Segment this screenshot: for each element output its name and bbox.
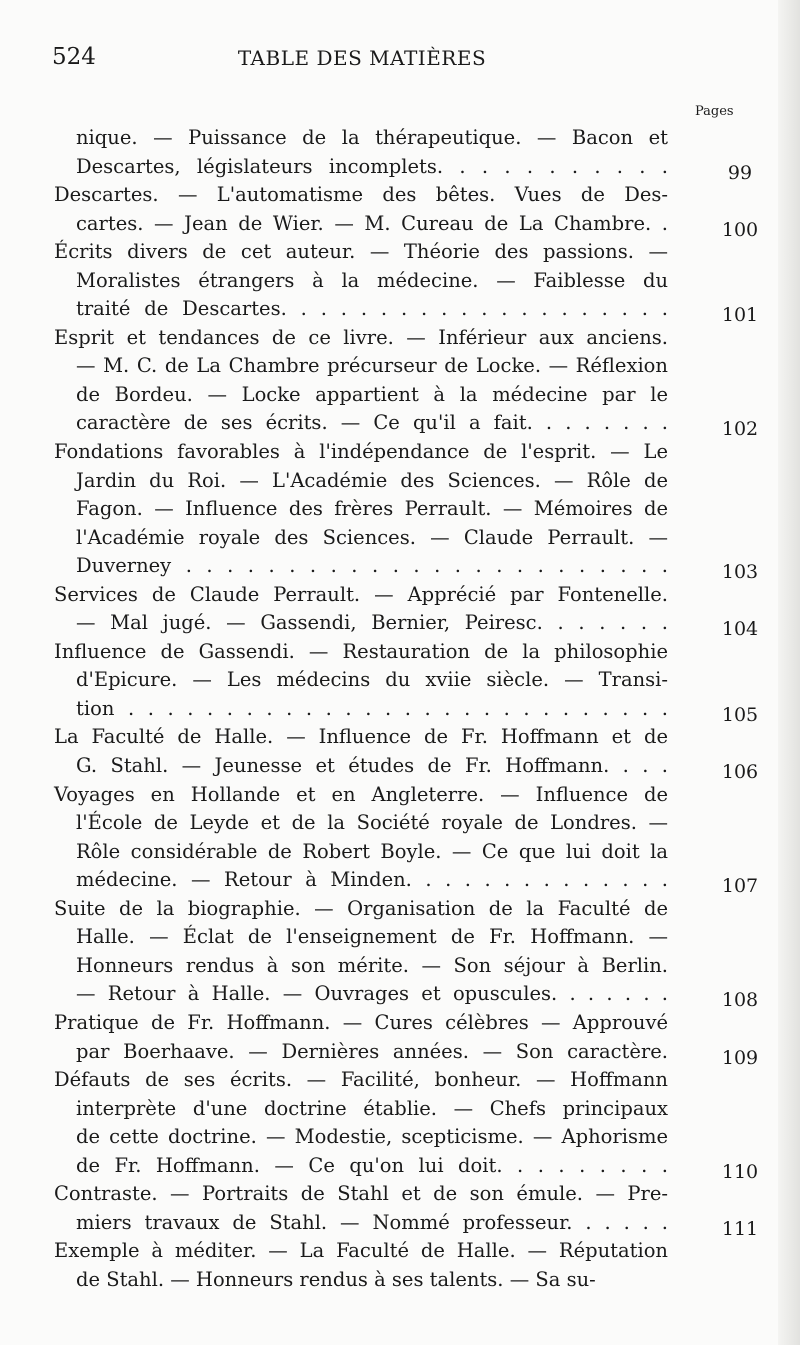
toc-line-text: par Boerhaave. — Dernières années. — Son caractère. (76, 1039, 668, 1063)
toc-line-text: Fagon. — Influence des frères Perrault. — Mémoires de (76, 497, 668, 521)
toc-line (0, 467, 800, 496)
toc-line (0, 238, 800, 267)
toc-line-text: traité de Descartes. . . . . . . . . . . . . . . . . . . . (76, 297, 668, 321)
toc-page-number: 106 (721, 761, 759, 784)
toc-line-text: La Faculté de Halle. — Influence de Fr. Hoffmann et de (54, 725, 668, 749)
toc-line-text: de Bordeu. — Locke appartient à la médecine par le (76, 382, 668, 406)
toc-line (0, 781, 800, 810)
toc-line (0, 1152, 800, 1181)
table-of-contents (0, 124, 800, 1294)
toc-line (0, 581, 800, 610)
toc-line (0, 124, 800, 153)
toc-line-text: Duverney . . . . . . . . . . . . . . . . . . . . . . . . (76, 554, 668, 578)
page-number: 524 (52, 44, 96, 70)
toc-line (0, 1009, 800, 1038)
toc-line-text: Halle. — Éclat de l'enseignement de Fr. Hoffmann. — (76, 925, 668, 949)
toc-page-number: 101 (721, 304, 759, 327)
toc-line (0, 809, 800, 838)
toc-line-text: Voyages en Hollande et en Angleterre. — Influence de (54, 782, 668, 806)
toc-line-text: Moralistes étrangers à la médecine. — Faiblesse du (76, 268, 668, 292)
toc-page-number: 105 (721, 703, 759, 726)
toc-line-text: l'École de Leyde et de la Société royale de Londres. — (76, 811, 668, 835)
toc-line (0, 980, 800, 1012)
toc-line-text: Esprit et tendances de ce livre. — Inférieur aux anciens. (54, 325, 668, 349)
toc-page-number: 104 (721, 618, 759, 641)
toc-line-text: de Stahl. — Honneurs rendus à ses talents. — Sa su- (76, 1267, 596, 1291)
toc-line (0, 638, 800, 667)
toc-line (0, 866, 800, 898)
toc-line (0, 1038, 800, 1067)
toc-line-text: Exemple à méditer. — La Faculté de Halle. — Réputation (54, 1239, 668, 1263)
toc-line-text: G. Stahl. — Jeunesse et études de Fr. Hoffmann. . . . (76, 754, 668, 778)
toc-line (0, 1209, 800, 1238)
toc-line-text: — M. C. de La Chambre précurseur de Locke. — Réflexion (76, 354, 668, 378)
toc-line-text: d'Epicure. — Les médecins du xviie siècle. — Transi- (76, 668, 668, 692)
toc-line (0, 181, 800, 210)
toc-line-text: tion . . . . . . . . . . . . . . . . . . . . . . . . . . . . (76, 696, 668, 720)
toc-line (0, 838, 800, 867)
toc-line-text: Jardin du Roi. — L'Académie des Sciences. — Rôle de (76, 468, 668, 492)
toc-line-text: Défauts de ses écrits. — Facilité, bonheur. — Hoffmann (54, 1068, 668, 1092)
toc-line (0, 1066, 800, 1095)
toc-line-text: interprète d'une doctrine établie. — Chefs principaux (76, 1096, 668, 1120)
toc-line-text: cartes. — Jean de Wier. — M. Cureau de La Chambre. . (76, 211, 668, 235)
toc-page-number: 111 (721, 1217, 759, 1240)
toc-line-text: médecine. — Retour à Minden. . . . . . . . . . . . . . (76, 868, 668, 892)
toc-line-text: Services de Claude Perrault. — Apprécié par Fontenelle. (54, 582, 668, 606)
toc-line (0, 666, 800, 695)
toc-line-text: Écrits divers de cet auteur. — Théorie des passions. — (54, 240, 668, 264)
toc-line-text: caractère de ses écrits. — Ce qu'il a fait. . . . . . . . (76, 411, 668, 435)
toc-page-number: 102 (721, 418, 759, 441)
toc-page-number: 100 (721, 218, 759, 241)
toc-line-text: miers travaux de Stahl. — Nommé professeur. . . . . . (76, 1210, 668, 1234)
toc-line-text: de Fr. Hoffmann. — Ce qu'on lui doit. . . . . . . . . (76, 1153, 668, 1177)
toc-line (0, 267, 800, 296)
toc-line (0, 723, 800, 752)
toc-line-text: de cette doctrine. — Modestie, scepticisme. — Aphorisme (76, 1125, 668, 1149)
toc-line (0, 495, 800, 524)
toc-page-number: 109 (721, 1046, 759, 1069)
toc-line-text: — Mal jugé. — Gassendi, Bernier, Peiresc. . . . . . . (76, 611, 668, 635)
toc-line (0, 552, 800, 584)
pages-column-label: Pages (695, 104, 734, 119)
toc-line (0, 153, 800, 182)
toc-line-text: Suite de la biographie. — Organisation de la Faculté de (54, 896, 668, 920)
toc-line-text: Influence de Gassendi. — Restauration de la philosophie (54, 639, 668, 663)
toc-line (0, 1095, 800, 1124)
toc-line (0, 952, 800, 981)
page-header (52, 44, 672, 76)
toc-page-number: 103 (721, 561, 759, 584)
toc-line (0, 695, 800, 724)
toc-line-text: Fondations favorables à l'indépendance de l'esprit. — Le (54, 440, 668, 464)
toc-line (0, 409, 800, 441)
toc-line (0, 1237, 800, 1266)
running-title: TABLE DES MATIÈRES (237, 46, 487, 70)
toc-line-text: Descartes. — L'automatisme des bêtes. Vues de Des- (54, 183, 668, 207)
toc-line (0, 923, 800, 952)
toc-line (0, 324, 800, 353)
toc-line (0, 1266, 800, 1295)
toc-line-text: Honneurs rendus à son mérite. — Son séjour à Berlin. (76, 953, 668, 977)
toc-line-text: Descartes, législateurs incomplets. . . . . . . . . . . (76, 154, 668, 178)
toc-line (0, 381, 800, 410)
toc-page-number: 110 (721, 1160, 759, 1183)
toc-line (0, 438, 800, 467)
toc-line-text: nique. — Puissance de la thérapeutique. — Bacon et (76, 126, 668, 149)
toc-line-text: — Retour à Halle. — Ouvrages et opuscules. . . . . . . (76, 982, 668, 1006)
toc-line (0, 1123, 800, 1152)
toc-line (0, 609, 800, 641)
toc-page-number: 107 (721, 875, 759, 898)
toc-line-text: Pratique de Fr. Hoffmann. — Cures célèbres — Approuvé (54, 1010, 668, 1034)
toc-line-text: Rôle considérable de Robert Boyle. — Ce que lui doit la (76, 839, 668, 863)
toc-line (0, 210, 800, 239)
toc-line (0, 295, 800, 327)
toc-line (0, 352, 800, 381)
toc-line (0, 752, 800, 784)
toc-line-text: l'Académie royale des Sciences. — Claude Perrault. — (76, 525, 668, 549)
toc-line (0, 895, 800, 924)
toc-page-number: 99 (727, 161, 753, 184)
toc-line-text: Contraste. — Portraits de Stahl et de son émule. — Pre- (54, 1182, 668, 1206)
toc-page-number: 108 (721, 989, 759, 1012)
toc-line (0, 1180, 800, 1209)
toc-line (0, 524, 800, 553)
